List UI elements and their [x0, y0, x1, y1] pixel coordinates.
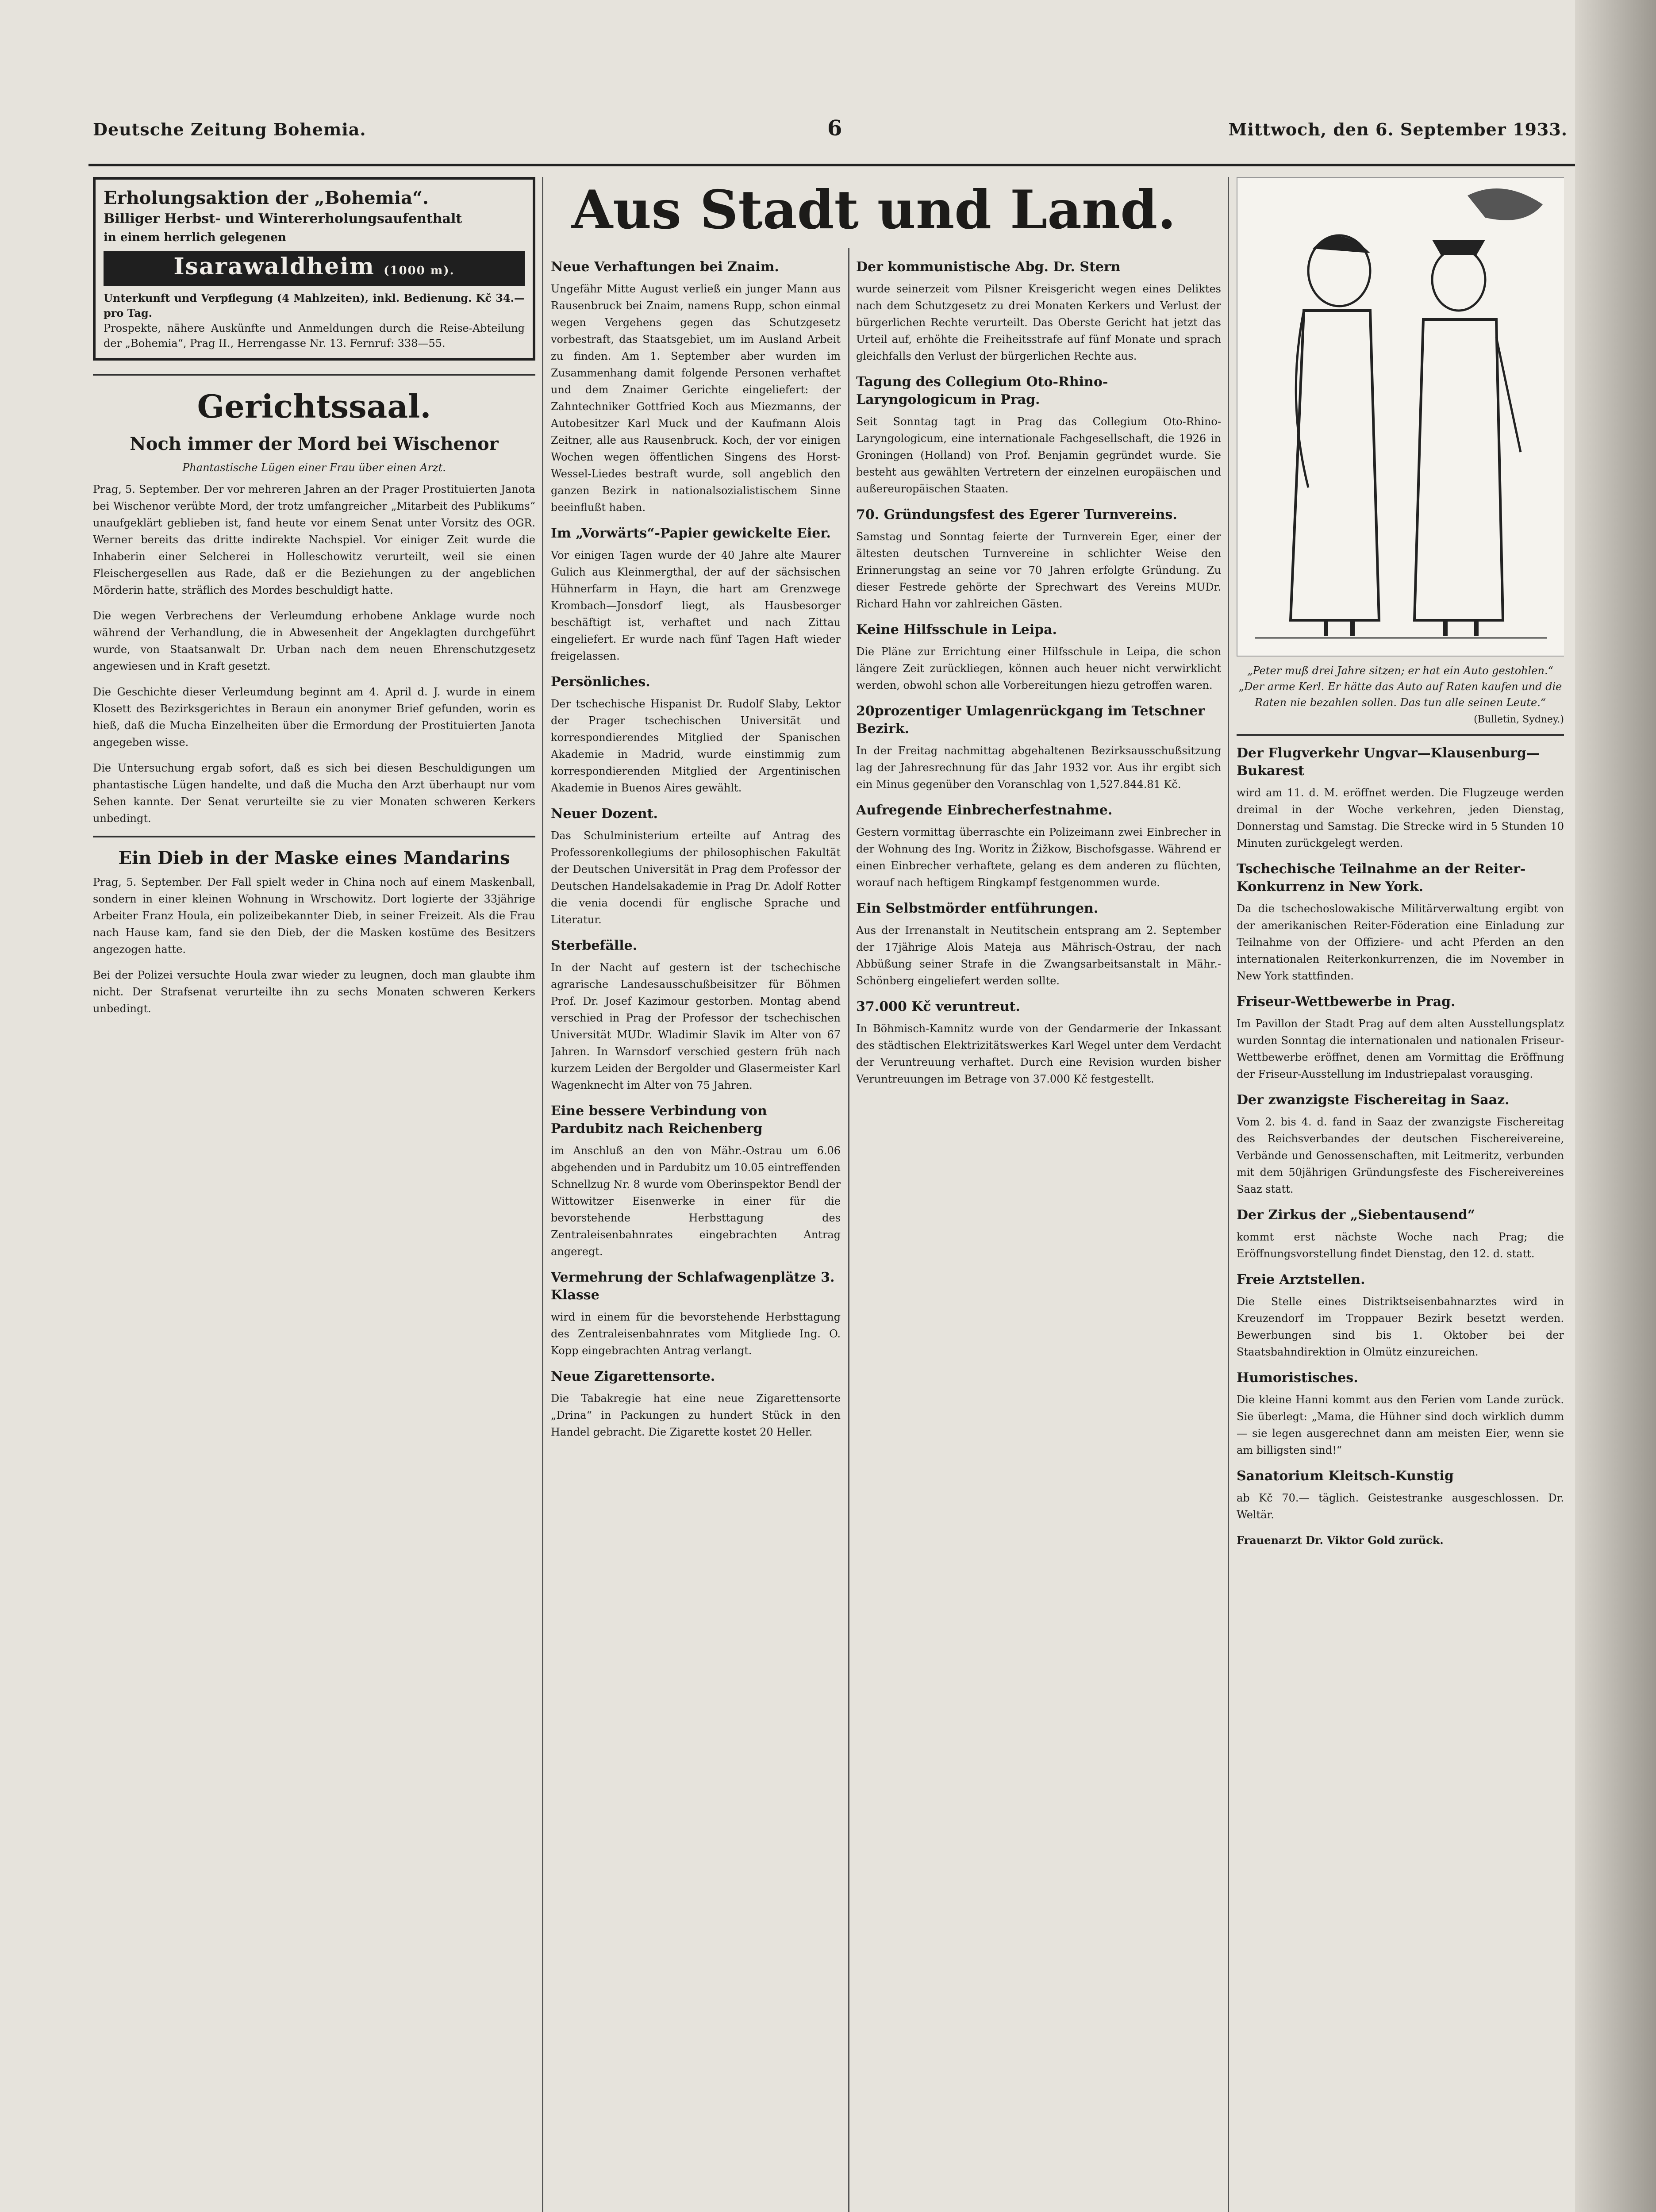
- advertisement: [93, 177, 535, 361]
- news-heading: Ein Selbstmörder entführungen.: [856, 901, 1099, 916]
- news-heading: Keine Hilfsschule in Leipa.: [856, 622, 1057, 637]
- column-divider: [542, 177, 543, 2212]
- news-heading: Freie Arztstellen.: [1237, 1272, 1365, 1287]
- news-text: Im Pavillon der Stadt Prag auf dem alten Ausstellungsplatz wurden Sonntag die internationalen und nationalen Friseur-Wettbewerbe eröffnet, denen am Vormittag die Eröffnung der Friseur-Ausstellung im Industriepalast vorausging.: [1237, 1018, 1564, 1080]
- article-title: Ein Dieb in der Maske eines Mandarins: [118, 848, 510, 868]
- header-rule: [88, 164, 1603, 166]
- news-text: Seit Sonntag tagt in Prag das Collegium Oto-Rhino-Laryngologicum, eine internationale Fachgesellschaft, die 1926 in Groningen (Holland) von Prof. Benjamin gegründet wurde. Sie besteht aus gewählten Vertretern der einzelnen europäischen und außereuropäischen Staaten.: [856, 415, 1221, 495]
- news-heading: Humoristisches.: [1237, 1370, 1358, 1386]
- cartoon-illustration: [1237, 177, 1564, 657]
- news-heading: Persönliches.: [551, 674, 650, 690]
- news-heading: Sterbefälle.: [551, 938, 638, 953]
- page-number: 6: [827, 116, 843, 141]
- article-paragraph: Prag, 5. September. Der vor mehreren Jahren an der Prager Prostituierten Janota bei Wischenor verübte Mord, der trotz umfangreicher „Mitarbeit des Publikums“ unaufgeklärt geblieben ist, fand heute vor einem Senat unter Vorsitz des OGR. Werner bereits das dritte indirekte Nachspiel. Vor einiger Zeit wurde die Inhaberin einer Selcherei in Holleschowitz verurteilt, weil sie einen Fleischergesellen aus Rade, daß er die Beziehungen zu der angeblichen Mörderin hatte, sträflich des Mordes beschuldigt hatte.: [93, 483, 535, 596]
- ad-altitude: (1000 m).: [384, 264, 455, 277]
- ad-place: Isarawaldheim: [173, 253, 375, 280]
- column-divider: [848, 248, 849, 2212]
- advert-line: Frauenarzt Dr. Viktor Gold zurück.: [1237, 1534, 1444, 1547]
- news-text: Samstag und Sonntag feierte der Turnverein Eger, einer der ältesten deutschen Turnvereine in schlichter Weise den Erinnerungstag an seine vor 70 Jahren erfolgte Gründung. Zu dieser Festrede gehörte der Sprechwart des Vereins MUDr. Richard Hahn vor zahlreichen Gästen.: [856, 530, 1221, 610]
- cartoon-caption: „Peter muß drei Jahre sitzen; er hat ein Auto gestohlen.“ „Der arme Kerl. Er hätte das Auto auf Raten kaufen und die Raten nie bezahlen sollen. Das tun alle seinen Leute.“: [1238, 664, 1562, 709]
- page-headline: Aus Stadt und Land.: [572, 179, 1176, 241]
- news-text: Vor einigen Tagen wurde der 40 Jahre alte Maurer Gulich aus Kleinmergthal, der auf der sächsischen Hühnerfarm in Hayn, die hart am Grenzwege Krombach—Jonsdorf liegt, als Hausbesorger beschäftigt ist, verhaftet und nach Zittau eingeliefert. Er wurde nach fünf Tagen Haft wieder freigelassen.: [551, 549, 841, 662]
- news-text: Aus der Irrenanstalt in Neutitschein entsprang am 2. September der 17jährige Alois Mateja aus Mährisch-Ostrau, der nach Abbüßung seiner Strafe in die Zwangsarbeitsanstalt in Mähr.-Schönberg eingeliefert werden sollte.: [856, 924, 1221, 987]
- news-heading: Neue Verhaftungen bei Znaim.: [551, 259, 779, 275]
- article-subtitle: Phantastische Lügen einer Frau über einen Arzt.: [182, 461, 446, 474]
- news-text: Die kleine Hanni kommt aus den Ferien vom Lande zurück. Sie überlegt: „Mama, die Hühner sind doch wirklich dumm — sie legen ausgerechnet dann am meisten Eier, wenn sie am billigsten sind!“: [1237, 1394, 1564, 1456]
- news-text: Die Tabakregie hat eine neue Zigarettensorte „Drina“ in Packungen zu hundert Stück in den Handel gebracht. Die Zigarette kostet 20 Heller.: [551, 1392, 841, 1438]
- news-heading: Der Zirkus der „Siebentausend“: [1237, 1207, 1475, 1223]
- news-text: im Anschluß an den von Mähr.-Ostrau um 6.06 abgehenden und in Pardubitz um 10.05 eintreffenden Schnellzug Nr. 8 wurde vom Oberinspektor Bendl der Wittowitzer Eisenwerke in einer für die bevorstehende Herbsttagung des Zentraleisenbahnrates eingebrachten Antrag angeregt.: [551, 1144, 841, 1258]
- binding-edge: [1575, 0, 1656, 2212]
- issue-date: Mittwoch, den 6. September 1933.: [1228, 119, 1568, 139]
- divider: [1237, 734, 1564, 736]
- news-text: In Böhmisch-Kamnitz wurde von der Gendarmerie der Inkassant des städtischen Elektrizitätswerkes Karl Wegel unter dem Verdacht der Veruntreuung verhaftet. Durch eine Revision wurden bisher Veruntreuungen im Betrage von 37.000 Kč festgestellt.: [856, 1022, 1221, 1085]
- news-heading: Tagung des Collegium Oto-Rhino-Laryngologicum in Prag.: [856, 374, 1108, 407]
- ad-line: Billiger Herbst- und Wintererholungsaufenthalt: [104, 211, 462, 227]
- divider: [93, 374, 535, 376]
- news-heading: Aufregende Einbrecherfestnahme.: [856, 803, 1113, 818]
- news-heading: Eine bessere Verbindung von Pardubitz nach Reichenberg: [551, 1103, 767, 1137]
- news-heading: 20prozentiger Umlagenrückgang im Tetschner Bezirk.: [856, 703, 1205, 737]
- column-divider: [1228, 177, 1229, 2212]
- ad-place-banner: [104, 251, 525, 286]
- news-text: In der Nacht auf gestern ist der tschechische agrarische Landesausschußbeisitzer für Böhmen Prof. Dr. Josef Kazimour gestorben. Montag abend verschied in Prag der Professor der tschechischen Universität MUDr. Wladimir Slavik im Alter von 67 Jahren. In Warnsdorf verschied gestern früh nach kurzem Leiden der Bergolder und Glasermeister Karl Wagenknecht im Alter von 75 Jahren.: [551, 961, 841, 1091]
- news-text: kommt erst nächste Woche nach Prag; die Eröffnungsvorstellung findet Dienstag, den 12. d. statt.: [1237, 1231, 1564, 1260]
- news-heading: 37.000 Kč veruntreut.: [856, 999, 1020, 1014]
- news-text: In der Freitag nachmittag abgehaltenen Bezirksausschußsitzung lag der Jahresrechnung für das Jahr 1932 vor. Aus ihr ergibt sich ein Minus gegenüber den Voranschlag von 1,527.844.81 Kč.: [856, 745, 1221, 791]
- ad-info: Prospekte, nähere Auskünfte und Anmeldungen durch die Reise-Abteilung der „Bohemia“, Prag II., Herrengasse Nr. 13. Fernruf: 338—55.: [104, 322, 525, 349]
- article-paragraph: Prag, 5. September. Der Fall spielt weder in China noch auf einem Maskenball, sondern in einer kleinen Wohnung in Wrschowitz. Dort logierte der 33jährige Arbeiter Franz Houla, ein polizeibekannter Dieb, in seiner Freizeit. Als die Frau nach Hause kam, fand sie den Dieb, der die Masken kostüme des Besitzers angezogen hatte.: [93, 876, 535, 956]
- news-text: Der tschechische Hispanist Dr. Rudolf Slaby, Lektor der Prager tschechischen Universität und korrespondierendes Mitglied der Spanischen Akademie in Madrid, wurde einstimmig zum korrespondierenden Mitglied der Argentinischen Akademie in Buenos Aires gewählt.: [551, 698, 841, 794]
- column-stadt-1: [551, 252, 841, 2212]
- news-list: [1237, 745, 1564, 1523]
- news-heading: Tschechische Teilnahme an der Reiter-Konkurrenz in New York.: [1237, 861, 1526, 895]
- article-paragraph: Die Untersuchung ergab sofort, daß es sich bei diesen Beschuldigungen um phantastische Lügen handelte, und daß die Mucha den Arzt überhaupt nur vom Sehen kannte. Der Senat verurteilte sie zu vier Monaten schweren Kerkers unbedingt.: [93, 762, 535, 825]
- news-text: ab Kč 70.— täglich. Geistestranke ausgeschlossen. Dr. Weltär.: [1237, 1492, 1564, 1521]
- cartoon-drawing: [1237, 178, 1564, 656]
- ad-price: Unterkunft und Verpflegung (4 Mahlzeiten), inkl. Bedienung. Kč 34.— pro Tag.: [104, 292, 525, 319]
- column-stadt-2: [856, 252, 1221, 2212]
- cartoon-credit: (Bulletin, Sydney.): [1474, 714, 1564, 725]
- news-text: Die Stelle eines Distriktseisenbahnarztes wird in Kreuzendorf im Troppauer Bezirk besetzt werden. Bewerbungen sind bis 1. Oktober bei der Staatsbahndirektion in Olmütz einzureichen.: [1237, 1295, 1564, 1358]
- masthead: Deutsche Zeitung Bohemia.: [93, 119, 366, 139]
- news-heading: Im „Vorwärts“-Papier gewickelte Eier.: [551, 526, 831, 541]
- news-heading: Sanatorium Kleitsch-Kunstig: [1237, 1468, 1454, 1484]
- news-heading: Der zwanzigste Fischereitag in Saaz.: [1237, 1092, 1510, 1108]
- divider: [93, 836, 535, 837]
- news-heading: Der Flugverkehr Ungvar—Klausenburg—Bukarest: [1237, 745, 1540, 779]
- news-text: wurde seinerzeit vom Pilsner Kreisgericht wegen eines Deliktes nach dem Schutzgesetz zu drei Monaten Kerkers und Verlust der bürgerlichen Rechte verurteilt. Das Oberste Gericht hat jetzt das Urteil auf, erhöhte die Freiheitsstrafe auf fünf Monate und sprach gleichfalls den Verlust der bürgerlichen Rechte aus.: [856, 283, 1221, 362]
- news-text: Die Pläne zur Errichtung einer Hilfsschule in Leipa, die schon längere Zeit zurückliegen, können auch heuer nicht verwirklicht werden, obwohl schon alle Vorbereitungen hiezu getroffen waren.: [856, 645, 1221, 691]
- news-text: Da die tschechoslowakische Militärverwaltung ergibt von der amerikanischen Reiter-Föderation eine Einladung zur Teilnahme von der Offiziere- und acht Pferden an den internationalen Reiterkonkurrenzen, die im November in New York stattfinden.: [1237, 902, 1564, 982]
- article-paragraph: Bei der Polizei versuchte Houla zwar wieder zu leugnen, doch man glaubte ihm nicht. Der Strafsenat verurteilte ihn zu sechs Monaten schweren Kerkers unbedingt.: [93, 969, 535, 1015]
- news-heading: Neue Zigarettensorte.: [551, 1369, 715, 1384]
- article-paragraph: Die Geschichte dieser Verleumdung beginnt am 4. April d. J. wurde in einem Klosett des Bezirksgerichtes in Beraun ein anonymer Brief gefunden, worin es hieß, daß die Mucha Einzelheiten über die Ermordung der Prostituierten Janota angegeben wisse.: [93, 686, 535, 749]
- news-text: Das Schulministerium erteilte auf Antrag des Professorenkollegiums der philosophischen Fakultät der Deutschen Universität in Prag dem Professor der Deutschen Handelsakademie in Prag Dr. Adolf Rotter die venia docendi für englische Sprache und Literatur.: [551, 830, 841, 926]
- article-paragraph: Die wegen Verbrechens der Verleumdung erhobene Anklage wurde noch während der Verhandlung, die in Abwesenheit der Angeklagten durchgeführt wurde, von Staatsanwalt Dr. Urban nach dem neuen Ehrenschutzgesetz angewiesen und in Kraft gesetzt.: [93, 610, 535, 672]
- news-list: [551, 258, 841, 1440]
- section-title: Gerichtssaal.: [197, 388, 431, 425]
- news-text: wird am 11. d. M. eröffnet werden. Die Flugzeuge werden dreimal in der Woche verkehren, jeden Dienstag, Donnerstag und Samstag. Die Strecke wird in 5 Stunden 10 Minuten zurückgelegt werden.: [1237, 787, 1564, 849]
- ad-line: in einem herrlich gelegenen: [104, 231, 286, 244]
- news-text: Ungefähr Mitte August verließ ein junger Mann aus Rausenbruck bei Znaim, namens Rupp, schon einmal wegen Vergehens gegen das Schutzgesetz vorbestraft, das Staatsgebiet, um im Ausland Arbeit zu finden. Am 1. September aber wurden im Zusammenhang damit folgende Personen verhaftet und dem Znaimer Gerichte eingeliefert: der Zahntechniker Gottfried Koch aus Miezmanns, der Autobesitzer Karl Muck und der Kaufmann Alois Zeitner, alle aus Rausenbruck. Koch, der vor einigen Wochen wegen öffentlichen Singens des Horst-Wessel-Liedes bestraft wurde, soll angeblich den ganzen Bezirk in nationalsozialistischem Sinne beeinflußt haben.: [551, 283, 841, 514]
- news-text: Gestern vormittag überraschte ein Polizeimann zwei Einbrecher in der Wohnung des Ing. Woritz in Žižkow, Bischofsgasse. Während er einen Einbrecher verhaftete, gelang es dem anderen zu flüchten, worauf nach heftigem Ringkampf festgenommen wurde.: [856, 826, 1221, 889]
- news-heading: Neuer Dozent.: [551, 806, 658, 822]
- news-heading: 70. Gründungsfest des Egerer Turnvereins.: [856, 507, 1177, 522]
- news-list: [856, 258, 1221, 1087]
- news-text: Vom 2. bis 4. d. fand in Saaz der zwanzigste Fischereitag des Reichsverbandes der deutschen Fischereivereine, Verbände und Genossenschaften, mit Leitmeritz, verbunden mit dem 50jährigen Gründungsfeste des Fischereivereines Saaz statt.: [1237, 1116, 1564, 1195]
- ad-title: Erholungsaktion der „Bohemia“.: [104, 188, 429, 208]
- column-stadt-3: [1237, 177, 1564, 2212]
- column-gerichtssaal: [93, 177, 535, 2212]
- news-text: wird in einem für die bevorstehende Herbsttagung des Zentraleisenbahnrates vom Mitgliede Ing. O. Kopp eingebrachten Antrag verlangt.: [551, 1311, 841, 1357]
- article-title: Noch immer der Mord bei Wischenor: [130, 434, 499, 454]
- news-heading: Der kommunistische Abg. Dr. Stern: [856, 259, 1121, 275]
- news-heading: Vermehrung der Schlafwagenplätze 3. Klasse: [551, 1270, 835, 1303]
- news-heading: Friseur-Wettbewerbe in Prag.: [1237, 994, 1456, 1010]
